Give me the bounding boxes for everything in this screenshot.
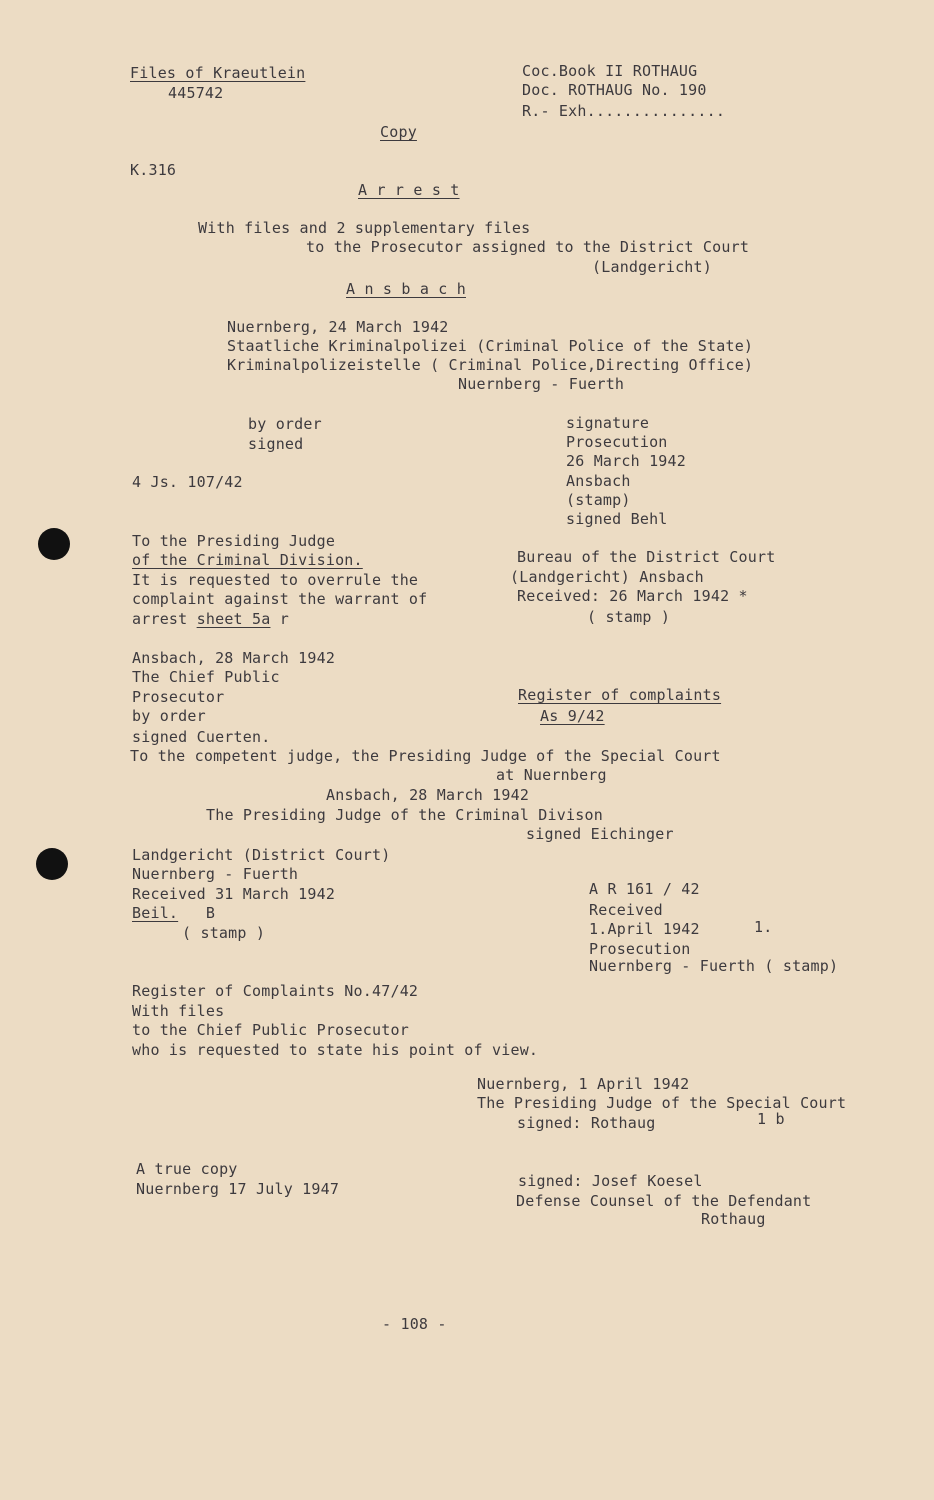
register-right-line-1: Register of complaints bbox=[518, 686, 722, 704]
ref-k: K.316 bbox=[130, 161, 177, 179]
forward-line-1: With files and 2 supplementary files bbox=[198, 219, 531, 237]
true-copy-line-1: A true copy bbox=[136, 1160, 238, 1178]
police-line-1: Nuernberg, 24 March 1942 bbox=[227, 318, 449, 336]
to-presiding-line-3: It is requested to overrule the bbox=[132, 571, 419, 589]
register-line-2: With files bbox=[132, 1002, 225, 1020]
landgericht-line-2: Nuernberg - Fuerth bbox=[132, 865, 299, 883]
ar-stamp-line-3: 1.April 1942 bbox=[589, 920, 700, 938]
chief-line-5: signed Cuerten. bbox=[132, 728, 271, 746]
copy-heading: Copy bbox=[380, 123, 417, 141]
landgericht-beil: Beil. bbox=[132, 904, 179, 922]
doc-book: Coc.Book II ROTHAUG bbox=[522, 62, 698, 80]
true-copy-line-2: Nuernberg 17 July 1947 bbox=[136, 1180, 340, 1198]
police-line-4: Nuernberg - Fuerth bbox=[458, 375, 625, 393]
bureau-line-2: (Landgericht) Ansbach bbox=[510, 568, 704, 586]
register-line-3: to the Chief Public Prosecutor bbox=[132, 1021, 409, 1039]
landgericht-line-3: Received 31 March 1942 bbox=[132, 885, 336, 903]
special-court-line-1: Nuernberg, 1 April 1942 bbox=[477, 1075, 690, 1093]
prosecution-stamp-line-2: Prosecution bbox=[566, 433, 668, 451]
competent-line-1: To the competent judge, the Presiding Judge of the Special Court bbox=[130, 747, 721, 765]
punch-hole-upper bbox=[38, 528, 70, 560]
chief-line-2: The Chief Public bbox=[132, 668, 280, 686]
to-presiding-sheet: sheet 5a bbox=[196, 610, 271, 628]
ar-stamp-line-2: Received bbox=[589, 901, 663, 919]
files-of-label: Files of Kraeutlein bbox=[130, 64, 306, 82]
bureau-line-1: Bureau of the District Court bbox=[517, 548, 776, 566]
competent-line-5: signed Eichinger bbox=[526, 825, 674, 843]
counsel-line-2: Defense Counsel of the Defendant bbox=[516, 1192, 812, 1210]
to-presiding-line-5 bbox=[132, 610, 289, 629]
register-right-line-2: As 9/42 bbox=[540, 707, 605, 725]
to-presiding-mark: r bbox=[279, 610, 289, 628]
forward-city: A n s b a c h bbox=[346, 280, 466, 298]
prosecution-stamp-line-1: signature bbox=[566, 414, 650, 432]
landgericht-line-1: Landgericht (District Court) bbox=[132, 846, 391, 864]
by-order-line-2: signed bbox=[248, 435, 304, 453]
ar-stamp-line-5: Nuernberg - Fuerth ( stamp) bbox=[589, 957, 839, 975]
competent-line-2: at Nuernberg bbox=[496, 766, 607, 784]
special-court-line-2: The Presiding Judge of the Special Court bbox=[477, 1094, 847, 1112]
special-court-line-3b: 1 b bbox=[757, 1110, 785, 1128]
js-reference: 4 Js. 107/42 bbox=[132, 473, 243, 491]
prosecution-stamp-line-5: (stamp) bbox=[566, 491, 631, 509]
by-order-line-1: by order bbox=[248, 415, 322, 433]
counsel-line-3: Rothaug bbox=[701, 1210, 766, 1228]
ar-stamp-line-4: Prosecution bbox=[589, 940, 691, 958]
register-line-4: who is requested to state his point of view. bbox=[132, 1041, 539, 1059]
chief-line-3: Prosecutor bbox=[132, 688, 225, 706]
forward-line-2: to the Prosecutor assigned to the District Court bbox=[306, 238, 750, 256]
forward-line-3: (Landgericht) bbox=[592, 258, 712, 276]
chief-line-4: by order bbox=[132, 707, 206, 725]
punch-hole-lower bbox=[36, 848, 68, 880]
bureau-line-3: Received: 26 March 1942 * bbox=[517, 587, 748, 605]
prosecution-stamp-line-6: signed Behl bbox=[566, 510, 668, 528]
ar-stamp-line-1: A R 161 / 42 bbox=[589, 880, 700, 898]
chief-line-1: Ansbach, 28 March 1942 bbox=[132, 649, 336, 667]
to-presiding-line-1: To the Presiding Judge bbox=[132, 532, 336, 550]
register-line-1: Register of Complaints No.47/42 bbox=[132, 982, 419, 1000]
prosecution-stamp-line-4: Ansbach bbox=[566, 472, 631, 490]
competent-line-3: Ansbach, 28 March 1942 bbox=[326, 786, 530, 804]
landgericht-line-5: ( stamp ) bbox=[182, 924, 266, 942]
page-number: - 108 - bbox=[382, 1315, 447, 1333]
file-number: 445742 bbox=[168, 84, 224, 102]
to-presiding-line-4: complaint against the warrant of bbox=[132, 590, 428, 608]
to-presiding-line-2: of the Criminal Division. bbox=[132, 551, 363, 569]
police-line-3: Kriminalpolizeistelle ( Criminal Police,Directing Office) bbox=[227, 356, 754, 374]
ar-stamp-line-3b: 1. bbox=[754, 918, 773, 936]
to-presiding-arrest: arrest bbox=[132, 610, 188, 628]
landgericht-beil-b: B bbox=[205, 904, 216, 922]
bureau-line-4: ( stamp ) bbox=[587, 608, 671, 626]
arrest-title: A r r e s t bbox=[358, 181, 460, 199]
police-line-2: Staatliche Kriminalpolizei (Criminal Police of the State) bbox=[227, 337, 754, 355]
special-court-line-3: signed: Rothaug bbox=[517, 1114, 656, 1132]
competent-line-4: The Presiding Judge of the Criminal Divison bbox=[206, 806, 603, 824]
landgericht-line-4 bbox=[132, 904, 215, 923]
counsel-line-1: signed: Josef Koesel bbox=[518, 1172, 703, 1190]
exhibit-line: R.- Exh............... bbox=[522, 102, 726, 120]
prosecution-stamp-line-3: 26 March 1942 bbox=[566, 452, 686, 470]
doc-number: Doc. ROTHAUG No. 190 bbox=[522, 81, 707, 99]
